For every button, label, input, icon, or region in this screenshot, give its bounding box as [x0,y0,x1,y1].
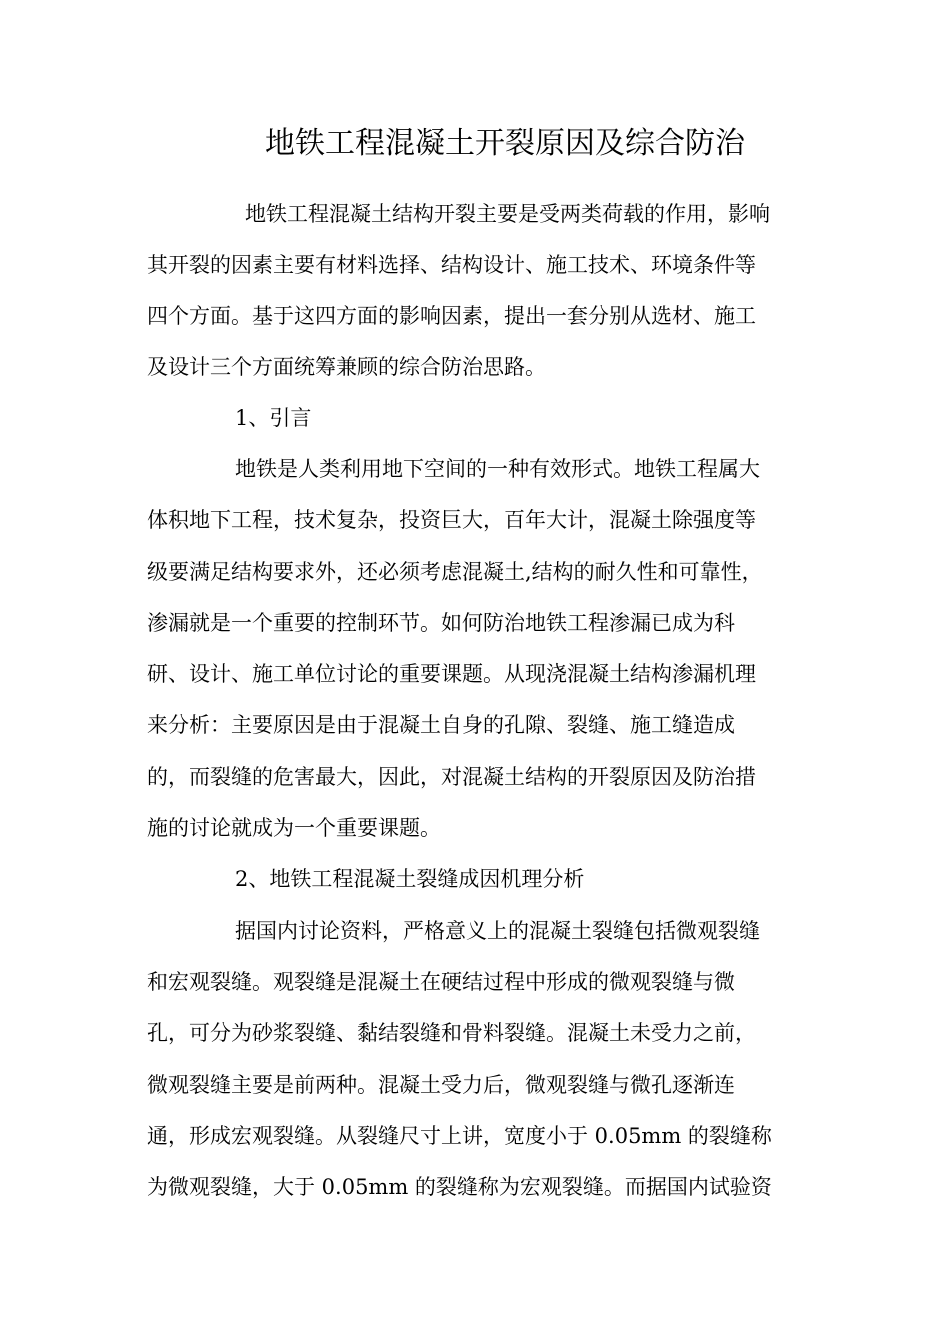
paragraph-line: 据国内讨论资料，严格意义上的混凝土裂缝包括微观裂缝 [235,919,760,943]
abstract-line: 四个方面。基于这四方面的影响因素，提出一套分别从选材、施工 [147,304,756,328]
paragraph-line: 为微观裂缝，大于 0.05mm 的裂缝称为宏观裂缝。而据国内试验资 [147,1175,772,1199]
paragraph-line: 渗漏就是一个重要的控制环节。如何防治地铁工程渗漏已成为科 [147,611,735,635]
paragraph-line: 级要满足结构要求外，还必须考虑混凝土,结构的耐久性和可靠性， [147,560,763,584]
paragraph-line: 微观裂缝主要是前两种。混凝土受力后，微观裂缝与微孔逐渐连 [147,1073,735,1097]
paragraph-line: 地铁是人类利用地下空间的一种有效形式。地铁工程属大 [235,457,760,481]
document-title: 地铁工程混凝土开裂原因及综合防治 [265,126,745,161]
abstract-line: 其开裂的因素主要有材料选择、结构设计、施工技术、环境条件等 [147,253,756,277]
abstract-line: 地铁工程混凝土结构开裂主要是受两类荷载的作用，影响 [245,202,770,226]
section-heading: 1、引言 [235,406,312,430]
paragraph-line: 施的讨论就成为一个重要课题。 [147,816,441,840]
paragraph-line: 来分析：主要原因是由于混凝土自身的孔隙、裂缝、施工缝造成 [147,713,735,737]
section-heading: 2、地铁工程混凝土裂缝成因机理分析 [235,867,585,891]
paragraph-line: 通，形成宏观裂缝。从裂缝尺寸上讲，宽度小于 0.05mm 的裂缝称 [147,1124,772,1148]
paragraph-line: 的，而裂缝的危害最大，因此，对混凝土结构的开裂原因及防治措 [147,765,756,789]
paragraph-line: 研、设计、施工单位讨论的重要课题。从现浇混凝土结构渗漏机理 [147,662,756,686]
paragraph-line: 和宏观裂缝。观裂缝是混凝土在硬结过程中形成的微观裂缝与微 [147,970,735,994]
abstract-line: 及设计三个方面统筹兼顾的综合防治思路。 [147,355,546,379]
paragraph-line: 体积地下工程，技术复杂，投资巨大，百年大计，混凝土除强度等 [147,508,756,532]
paragraph-line: 孔，可分为砂浆裂缝、黏结裂缝和骨料裂缝。混凝土未受力之前， [147,1021,756,1045]
